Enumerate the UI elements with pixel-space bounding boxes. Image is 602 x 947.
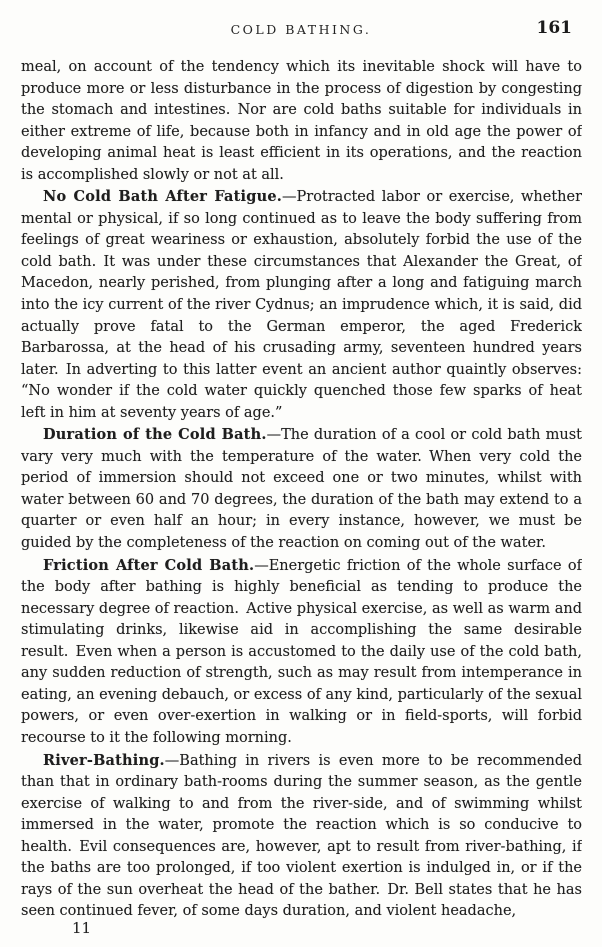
body-text-block: [21, 57, 582, 929]
paragraph-lead: Friction After Cold Bath.: [43, 556, 255, 574]
signature-mark: 11: [72, 919, 92, 937]
paragraph: [21, 555, 582, 750]
paragraph: [21, 750, 582, 923]
paragraph-text: —Energetic friction of the whole surface of the body after bathing is highly beneficial as tending to produce the necessary degree of reaction. Active physical exercise, as well as warm and stimulating drinks, likewise aid in accomplishing the same desirable result. Even when a person is accustomed to the daily use of the cold bath, any sudden reduction of strength, such as may result from intemperance in eating, an evening debauch, or excess of any kind, particularly of the sexual powers, or even over-exertion in walking or in field-sports, will forbid recourse to it the following morning.: [21, 557, 582, 746]
running-header: [20, 18, 582, 42]
paragraph-lead: No Cold Bath After Fatigue.: [43, 188, 282, 206]
paragraph: [21, 186, 582, 424]
paragraph-text: meal, on account of the tendency which its inevitable shock will have to produce more or less disturbance in the process of digestion by congesting the stomach and intestines. Nor are cold baths suitable for individuals in either extreme of life, because both in infancy and in old age the power of developing animal heat is least efficient in its operations, and the reaction is accomplished slowly or not at all.: [21, 59, 582, 183]
page-number: 161: [536, 18, 572, 38]
running-title: COLD BATHING.: [230, 22, 372, 37]
paragraph-text: —Protracted labor or exercise, whether mental or physical, if so long continued as to leave the body suffering from feelings of great weariness or exhaustion, absolutely forbid the use of the cold bath. It was under these circumstances that Alexander the Great, of Macedon, nearly perished, from plunging after a long and fatiguing march into the icy current of the river Cydnus; an imprudence which, it is said, did actually prove fatal to the German emperor, the aged Frederick Barbarossa, at the head of his crusading army, seventeen hundred years later. In adverting to this latter event an ancient author quaintly observes: “No wonder if the cold water quickly quenched those few sparks of heat left in him at seventy years of age.”: [21, 189, 582, 421]
paragraph-lead: River-Bathing.: [43, 751, 165, 769]
paragraph-lead: Duration of the Cold Bath.: [43, 426, 267, 444]
paragraph-text: —Bathing in rivers is even more to be recommended than that in ordinary bath-rooms during the summer season, as the gentle exercise of walking to and from the river-side, and of swimming whilst immersed in the water, promote the reaction which is so conducive to health. Evil consequences are, however, apt to result from river-bathing, if the baths are too prolonged, if too violent exertion is indulged in, or if the rays of the sun overheat the head of the bather. Dr. Bell states that he has seen continued fever, of some days duration, and violent headache,: [21, 752, 582, 920]
paragraph-text: —The duration of a cool or cold bath must vary very much with the temperature of the water. When very cold the period of immersion should not exceed one or two minutes, whilst with water between 60 and 70 degrees, the duration of the bath may extend to a quarter or even half an hour; in every instance, however, we must be guided by the completeness of the reaction on coming out of the water.: [21, 427, 582, 552]
paragraph: [21, 57, 582, 186]
paragraph: [21, 424, 582, 554]
